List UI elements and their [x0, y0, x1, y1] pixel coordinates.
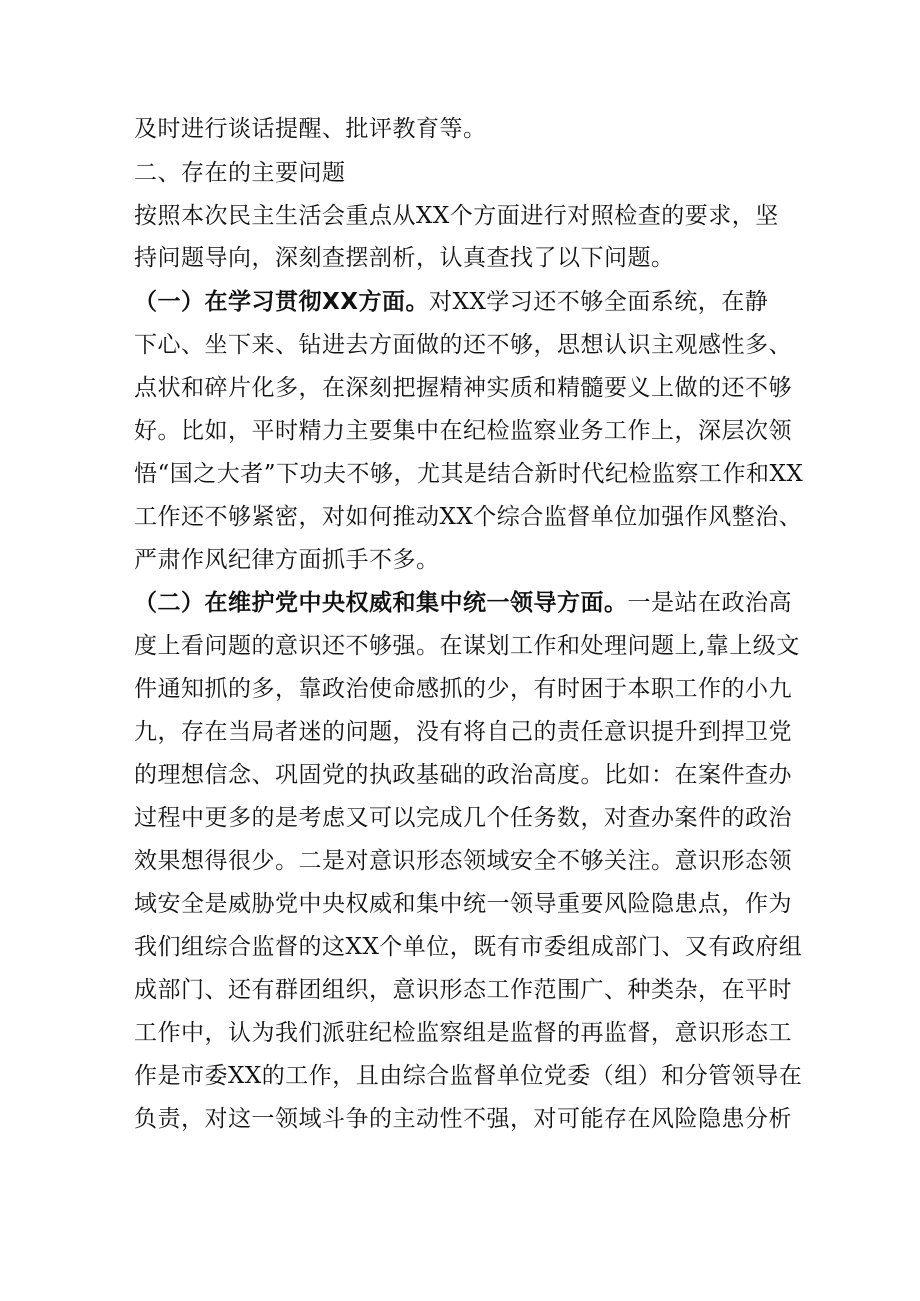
paragraph-line: 作是市委XX的工作，且由综合监督单位党委（组）和分管领导在 — [134, 1063, 803, 1089]
paragraph-line: 点状和碎片化多，在深刻把握精神实质和精髓要义上做的还不够 — [134, 375, 792, 401]
paragraph-line: 件通知抓的多，靠政治使命感抓的少，有时困于本职工作的小九 — [134, 676, 792, 702]
paragraph-line: 及时进行谈话提醒、批评教育等。 — [134, 116, 487, 142]
paragraph-line: 工作中，认为我们派驻纪检监察组是监督的再监督，意识形态工 — [134, 1020, 792, 1046]
subsection-first-line — [134, 287, 768, 317]
paragraph-line: 九，存在当局者迷的问题，没有将自己的责任意识提升到捍卫党 — [134, 719, 792, 745]
paragraph-line: 下心、坐下来、钻进去方面做的还不够，思想认识主观感性多、 — [134, 332, 792, 358]
subsection-heading: （一）在学习贯彻XX方面。 — [134, 289, 429, 315]
paragraph-line: 成部门、还有群团组织，意识形态工作范围广、种类杂，在平时 — [134, 977, 792, 1003]
subsection-heading: （二）在维护党中央权威和集中统一领导方面。 — [134, 590, 628, 616]
paragraph-line: 我们组综合监督的这XX个单位，既有市委组成部门、又有政府组 — [134, 934, 803, 960]
paragraph-line: 效果想得很少。二是对意识形态领域安全不够关注。意识形态领 — [134, 848, 792, 874]
paragraph-text: 一是站在政治高 — [627, 590, 792, 616]
subsection-first-line — [134, 588, 792, 618]
paragraph-line: 负责，对这一领域斗争的主动性不强，对可能存在风险隐患分析 — [134, 1106, 792, 1132]
paragraph-line: 工作还不够紧密，对如何推动XX个综合监督单位加强作风整治、 — [134, 504, 803, 530]
section-heading: 二、存在的主要问题 — [134, 160, 346, 186]
paragraph-line: 好。比如，平时精力主要集中在纪检监察业务工作上，深层次领 — [134, 418, 792, 444]
paragraph-line: 按照本次民主生活会重点从XX个方面进行对照检查的要求，坚 — [134, 203, 779, 229]
paragraph-line: 严肃作风纪律方面抓手不多。 — [134, 547, 440, 573]
paragraph-line: 悟“国之大者”下功夫不够，尤其是结合新时代纪检监察工作和XX — [134, 461, 804, 487]
paragraph-line: 过程中更多的是考虑又可以完成几个任务数，对查办案件的政治 — [134, 805, 792, 831]
paragraph-line: 度上看问题的意识还不够强。在谋划工作和处理问题上,靠上级文 — [134, 633, 800, 659]
paragraph-text: 对XX学习还不够全面系统，在静 — [428, 289, 769, 315]
paragraph-line: 持问题导向，深刻查摆剖析，认真查找了以下问题。 — [134, 245, 675, 271]
paragraph-line: 域安全是威胁党中央权威和集中统一领导重要风险隐患点，作为 — [134, 891, 792, 917]
paragraph-line: 的理想信念、巩固党的执政基础的政治高度。比如：在案件查办 — [134, 762, 792, 788]
